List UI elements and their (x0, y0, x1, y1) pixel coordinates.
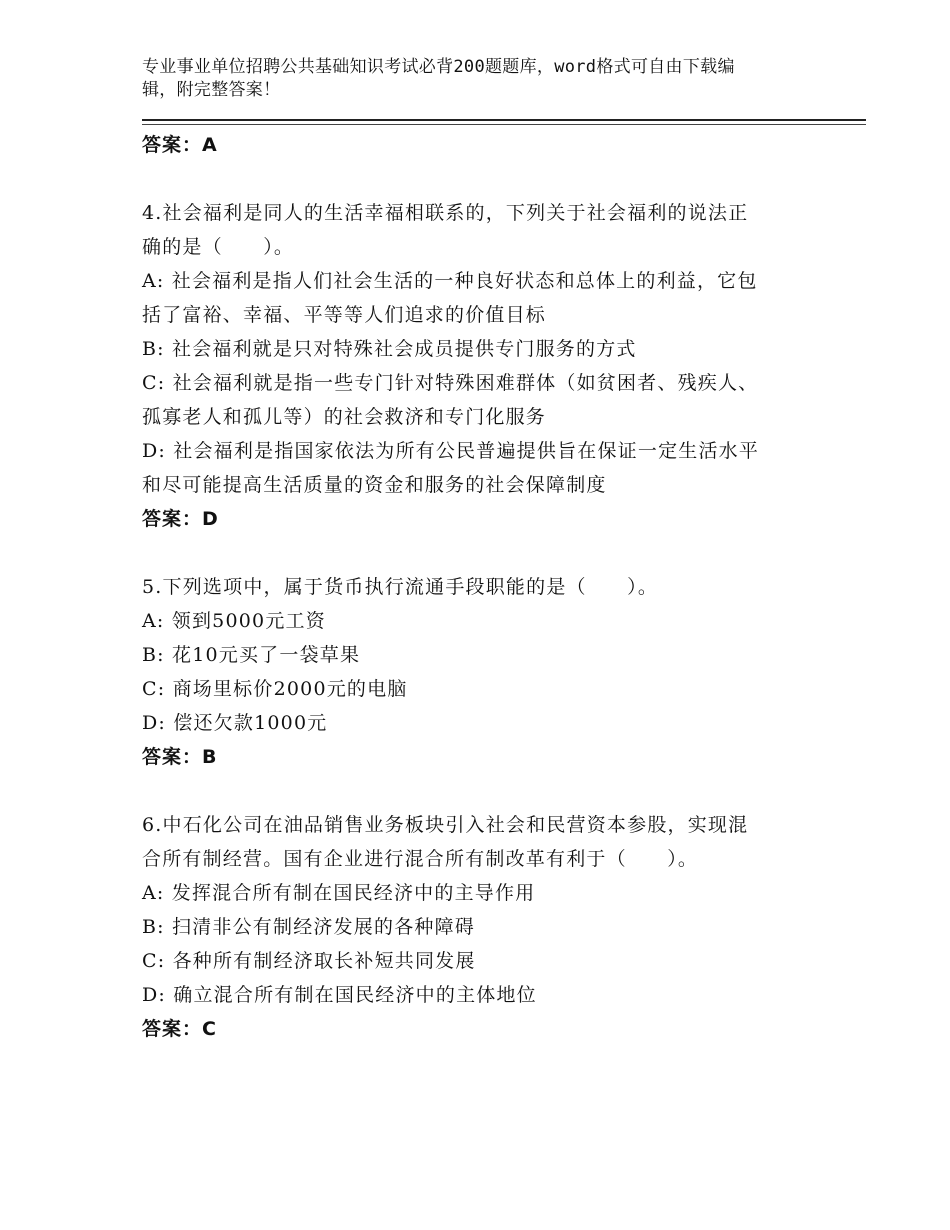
question-stem: 4.社会福利是同人的生活幸福相联系的，下列关于社会福利的说法正 (142, 202, 749, 224)
question-block (142, 570, 822, 774)
option-c: 孤寡老人和孤儿等）的社会救济和专门化服务 (142, 406, 547, 428)
option-b: B: 扫清非公有制经济发展的各种障碍 (142, 916, 476, 938)
option-b: B: 花10元买了一袋草果 (142, 644, 361, 666)
answer-line: 答案：B (142, 746, 218, 768)
option-c: C: 社会福利就是指一些专门针对特殊困难群体（如贫困者、残疾人、 (142, 372, 759, 394)
document-body (142, 128, 822, 1046)
option-d: 和尽可能提高生活质量的资金和服务的社会保障制度 (142, 474, 607, 496)
option-d: D: 确立混合所有制在国民经济中的主体地位 (142, 984, 537, 1006)
option-c: C: 各种所有制经济取长补短共同发展 (142, 950, 476, 972)
document-header (142, 56, 802, 102)
question-block (142, 196, 822, 536)
answer-line: 答案：A (142, 134, 218, 156)
option-a: A: 发挥混合所有制在国民经济中的主导作用 (142, 882, 536, 904)
header-divider (142, 119, 866, 121)
question-stem: 6.中石化公司在油品销售业务板块引入社会和民营资本参股，实现混 (142, 814, 749, 836)
option-d: D: 偿还欠款1000元 (142, 712, 328, 734)
question-stem: 确的是（ ）。 (142, 236, 295, 258)
option-d: D: 社会福利是指国家依法为所有公民普遍提供旨在保证一定生活水平 (142, 440, 760, 462)
question-stem: 合所有制经营。国有企业进行混合所有制改革有利于（ ）。 (142, 848, 699, 870)
header-line: 专业事业单位招聘公共基础知识考试必背200题题库，word格式可自由下载编 (142, 57, 735, 77)
option-a: A: 领到5000元工资 (142, 610, 326, 632)
question-block (142, 808, 822, 1046)
question-stem: 5.下列选项中，属于货币执行流通手段职能的是（ ）。 (142, 576, 659, 598)
option-a: A: 社会福利是指人们社会生活的一种良好状态和总体上的利益，它包 (142, 270, 758, 292)
answer-line: 答案：D (142, 508, 219, 530)
option-c: C: 商场里标价2000元的电脑 (142, 678, 408, 700)
answer-line: 答案：C (142, 1018, 217, 1040)
option-a: 括了富裕、幸福、平等等人们追求的价值目标 (142, 304, 547, 326)
header-divider-thin (142, 124, 866, 125)
header-line: 辑，附完整答案！ (142, 80, 281, 100)
option-b: B: 社会福利就是只对特殊社会成员提供专门服务的方式 (142, 338, 637, 360)
